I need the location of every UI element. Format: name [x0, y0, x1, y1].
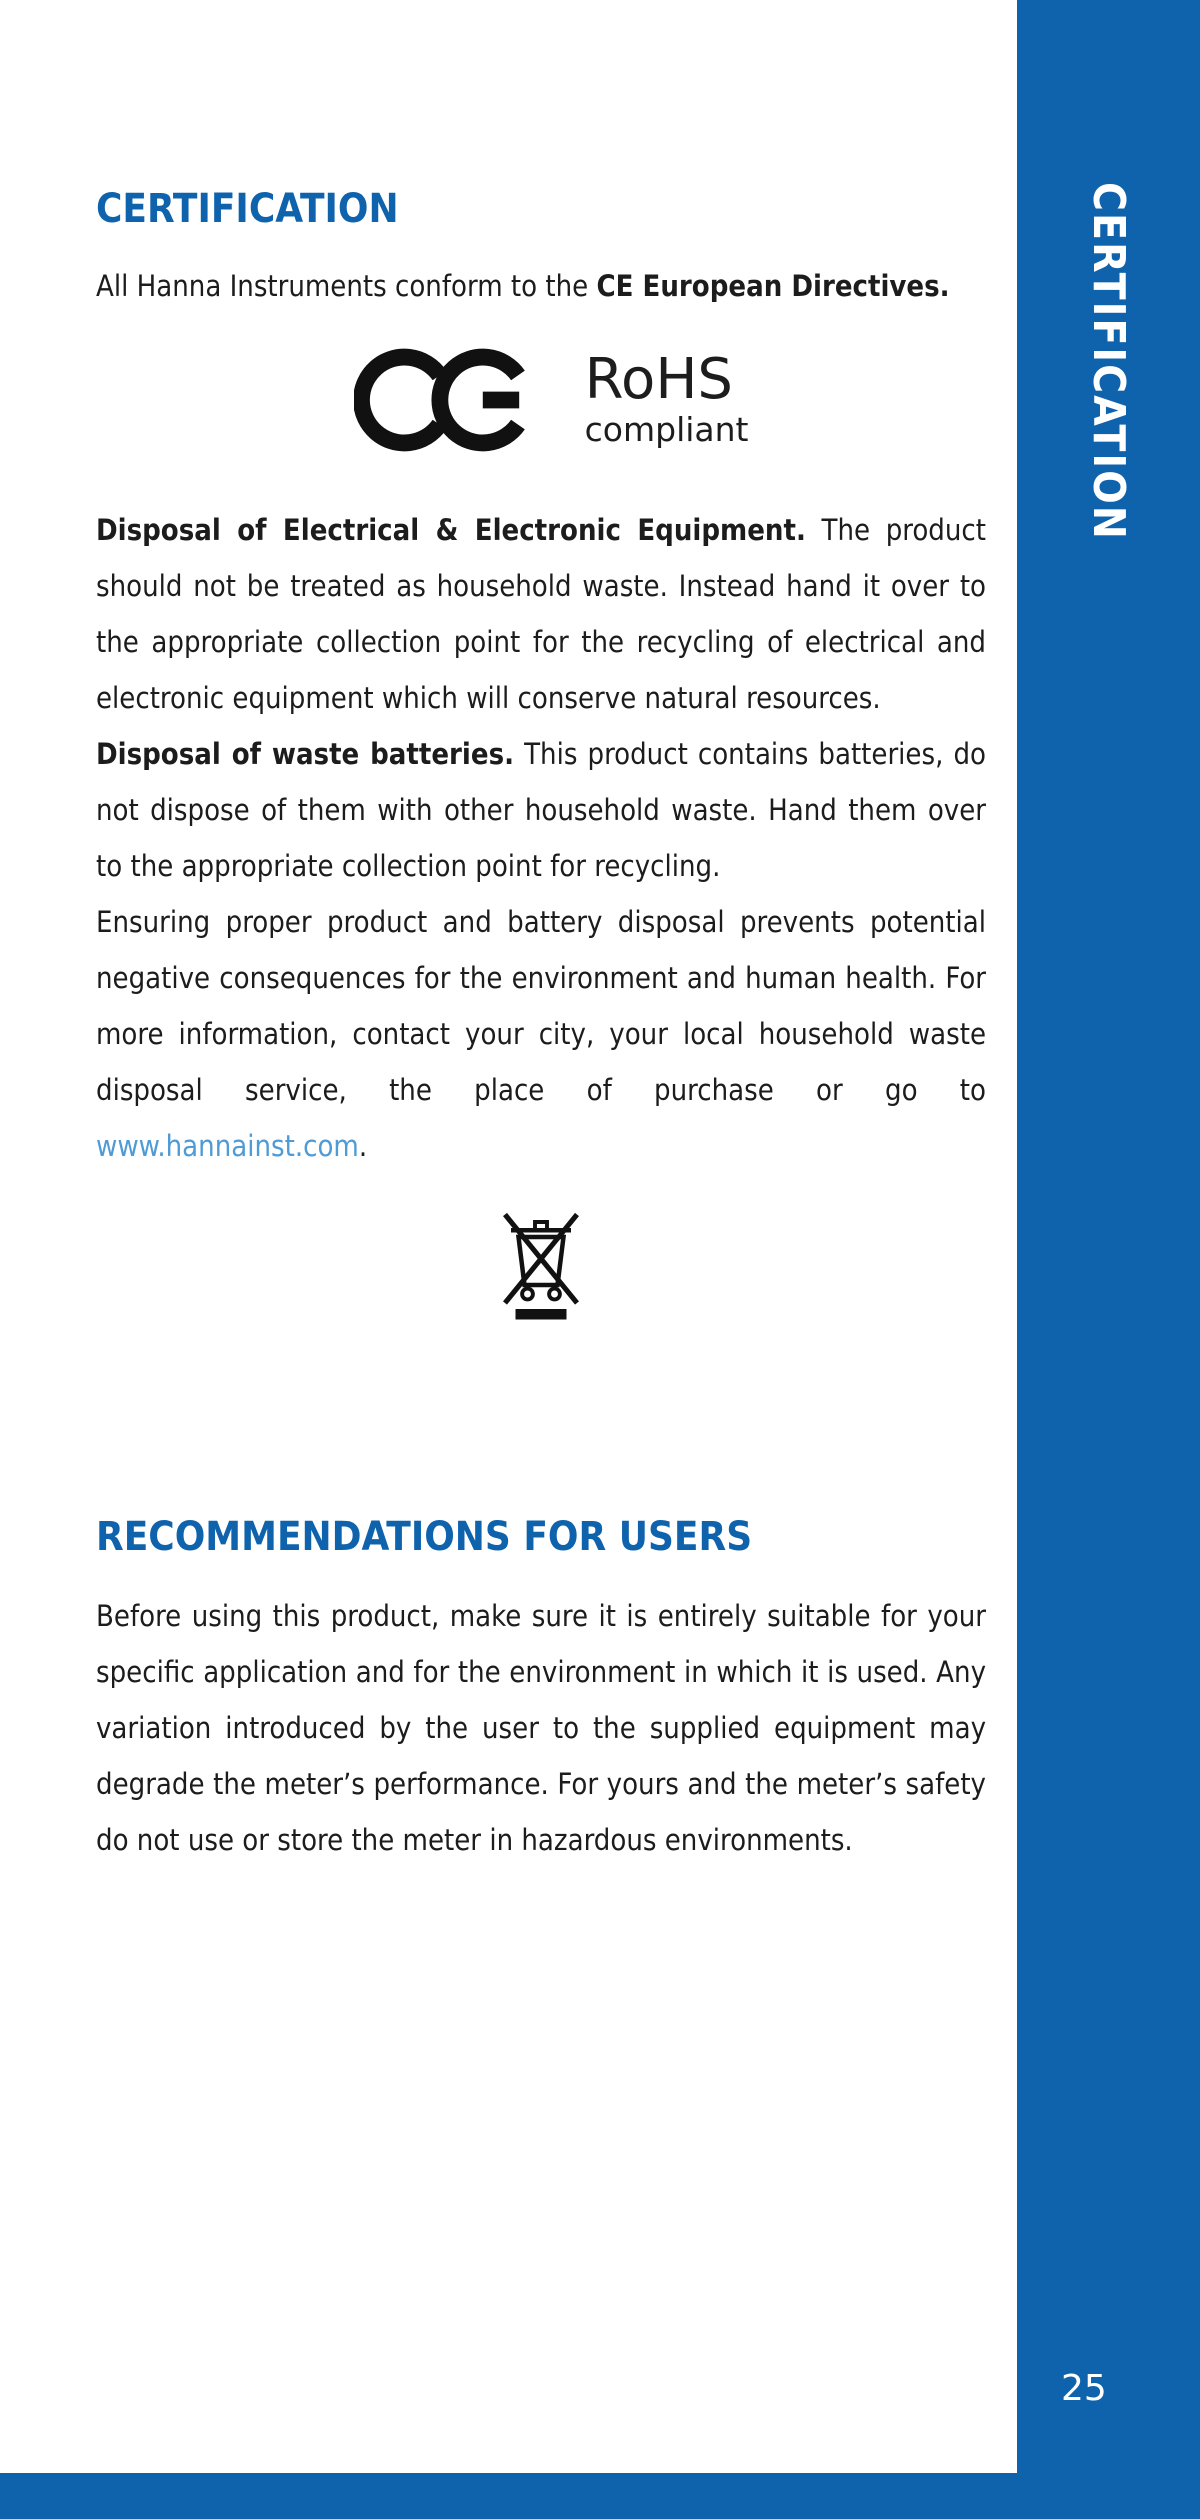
recommendations-paragraph: Before using this product, make sure it is entirely suitable for your specific application and for the environment in which it is used. Any variation introduced by the user to the supplied equipment may degrade the meter’s performance. For yours and the meter’s safety do not use or store the meter in hazardous environments. [96, 1599, 986, 1857]
page-content [96, 0, 986, 1868]
intro-text: All Hanna Instruments conform to the [96, 269, 597, 303]
bottom-bar [0, 2473, 1200, 2519]
hannainst-link[interactable]: www.hannainst.com [96, 1129, 359, 1163]
disposal-batteries-paragraph [96, 726, 986, 894]
recommendations-title: RECOMMENDATIONS FOR USERS [96, 1514, 753, 1560]
intro-bold-text: CE European Directives. [596, 269, 950, 303]
ensuring-text: Ensuring proper product and battery disposal prevents potential negative consequences for the environment and human health. For more information, contact your city, your local household waste disposal service, the place of purchase or go to [96, 905, 986, 1107]
disposal-equipment-text: The product should not be treated as household waste. Instead hand it over to the appropriate collection point for the recycling of electrical and electronic equipment which will conserve natural resources. [96, 513, 986, 715]
certification-intro [96, 258, 986, 314]
sidebar-section-label: CERTIFICATION [1083, 182, 1134, 541]
weee-bin-icon [496, 1198, 586, 1324]
disposal-equipment-lead: Disposal of Electrical & Electronic Equipment. [96, 513, 806, 547]
rohs-block [584, 347, 749, 450]
rohs-subtitle: compliant [584, 410, 749, 449]
weee-symbol-wrap [96, 1198, 986, 1328]
certification-title: CERTIFICATION [96, 186, 399, 232]
disposal-batteries-text: This product contains batteries, do not dispose of them with other household waste. Hand them over to the appropriate collection point for recycling. [96, 737, 986, 883]
disposal-equipment-paragraph [96, 502, 986, 726]
disposal-block [96, 502, 986, 1174]
ce-rohs-row [354, 338, 986, 462]
disposal-batteries-lead: Disposal of waste batteries. [96, 737, 515, 771]
ce-mark-icon [354, 344, 541, 456]
rohs-title: RoHS [584, 347, 733, 412]
ensuring-paragraph [96, 894, 986, 1174]
page-number: 25 [1061, 2368, 1107, 2409]
sidebar [1017, 0, 1200, 2519]
ensuring-text-end: . [358, 1129, 368, 1163]
